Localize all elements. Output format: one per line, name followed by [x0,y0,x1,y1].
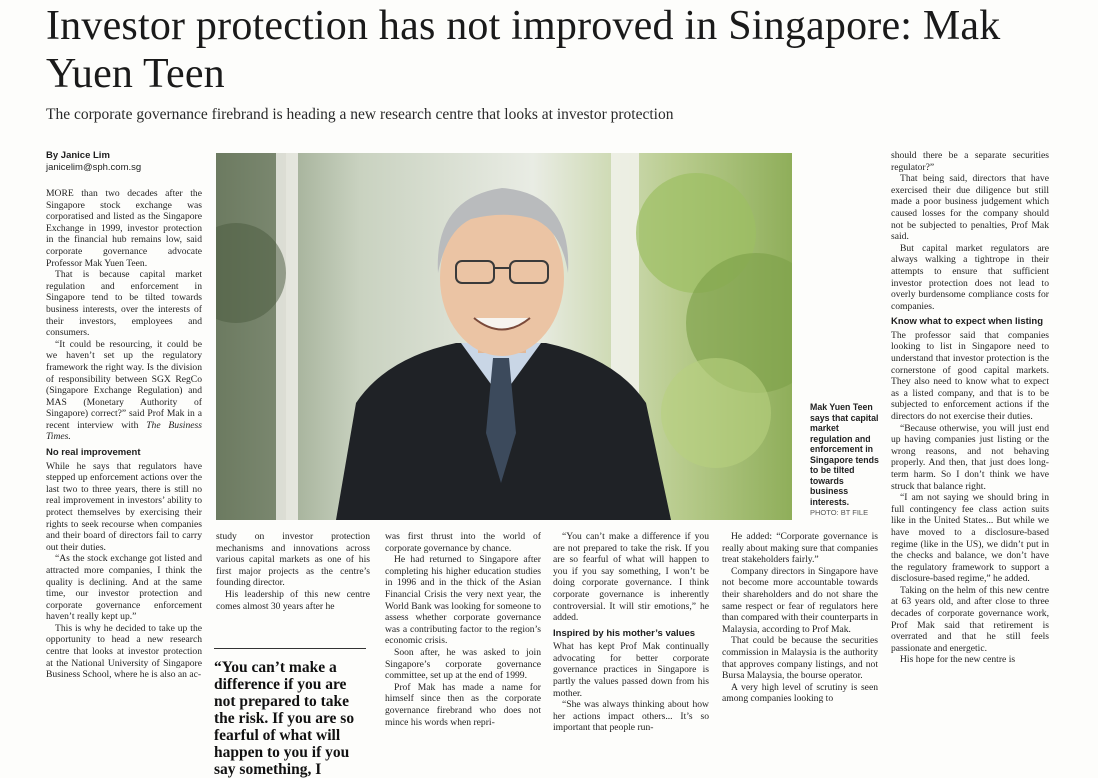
paragraph: Company directors in Singapore have not become more accountable towards their shareholders and do not share the same respect or fear of regulators here than compared with their counterparts in Malaysia, according to Prof Mak. [722,565,878,635]
article-column-2 [216,531,370,621]
paragraph: “I am not saying we should bring in full contingency fee class action suits like in the United States... But while we have moved to a disclosure-based regime (like in the US), we didn’t put in the checks and balance, we don’t have the regulatory framework to support a disclosure-based regime,” he added. [891,492,1049,585]
pull-quote: “You can’t make a difference if you are not prepared to take the risk. If you are so fearful of what will happen to you if you say something, I [214,648,366,778]
paragraph: Soon after, he was asked to join Singapore’s corporate governance committee, set up at the end of 1999. [385,646,541,682]
article-standfirst: The corporate governance firebrand is heading a new research centre that looks at investor protection [46,106,674,123]
paragraph: A very high level of scrutiny is seen among companies looking to [722,681,878,705]
portrait-photo [216,153,792,520]
paragraph: should there be a separate securities regulator?” [891,150,1049,173]
paragraph: He added: “Corporate governance is really about making sure that companies treat stakeholders fairly.” [722,531,878,566]
article-column-1 [46,188,202,768]
byline [46,150,216,174]
paragraph: What has kept Prof Mak continually advocating for better corporate governance practices in Singapore is partly the values passed down from his mother. [553,641,709,699]
caption-text: Mak Yuen Teen says that capital market regulation and enforcement in Singapore tends to be tilted towards business interests. [810,402,879,507]
article-headline: Investor protection has not improved in Singapore: Mak Yuen Teen [46,3,1001,97]
photo-caption [810,402,882,519]
publication-name: The Business Times. [46,419,202,443]
paragraph: MORE than two decades after the Singapore stock exchange was corporatised and listed as the Singapore Exchange in 1999, investor protection in the financial hub remains low, said corporate governance advocate Professor Mak Yuen Teen. [46,188,202,269]
article-column-3 [385,531,541,768]
paragraph: “She was always thinking about how her actions impact others... It’s so important that people run- [553,699,709,734]
paragraph: “You can’t make a difference if you are not prepared to take the risk. If you are so fearful of what will happen to you if you say something, I won’t be doing corporate governance. I think corporate governance is inherently controversial. It will stir emotions,” he added. [553,531,709,624]
paragraph: He had returned to Singapore after completing his higher education studies in 1996 and in the thick of the Asian Financial Crisis the very next year, the World Bank was looking for someone to assess whether corporate governance was a contributing factor to the region’s economic crisis. [385,554,541,647]
photo-credit: PHOTO: BT FILE [810,508,869,517]
paragraph: But capital market regulators are always walking a tightrope in their attempts to ensure that sufficient investor protection does not lead to overly burdensome compliance costs for companies. [891,242,1049,312]
article-column-6 [891,150,1049,768]
paragraph: Prof Mak has made a name for himself since then as the corporate governance firebrand who does not mince his words when repri- [385,681,541,728]
portrait-illustration [216,153,792,520]
subheading: Inspired by his mother’s values [553,627,696,639]
paragraph: “Because otherwise, you will just end up having companies just listing or the wrong reasons, and not behaving properly. And then, that just does long-term harm. So I don’t think we have struck that balance right. [891,422,1049,492]
paragraph: Taking on the helm of this new centre at 63 years old, and after close to three decades of corporate governance work, Prof Mak said that retirement is overrated and that he still feels passionate and energetic. [891,584,1049,654]
paragraph: study on investor protection mechanisms and innovations across various capital markets as one of his first major projects as the centre’s founding director. [216,531,370,589]
paragraph: This is why he decided to take up the opportunity to head a new research centre that looks at investor protection at the National University of Singapore Business School, where he is also an ac- [46,622,202,681]
paragraph: His leadership of this new centre comes almost 30 years after he [216,588,370,612]
paragraph: “As the stock exchange got listed and attracted more companies, I think the quality is declining. And at the same time, our investor protection and corporate governance enforcement haven’t really kept up.” [46,553,202,623]
paragraph: “It could be resourcing, it could be we haven’t set up the regulatory framework the right way. Is the division of responsibility between SGX RegCo (Singapore Exchange Regulation) and MAS (Monetary Authority of Singapore) correct?” said Prof Mak in a recent interview with The Business Times. [46,338,202,443]
author-name: By Janice Lim [46,150,110,161]
article-column-5 [722,531,878,768]
subheading: No real improvement [46,447,141,459]
author-email[interactable]: janicelim@sph.com.sg [46,162,142,173]
paragraph: was first thrust into the world of corporate governance by chance. [385,531,541,554]
paragraph: That is because capital market regulation and enforcement in Singapore tend to be tilted towards business interests, over the interests of their investors, employees and consumers. [46,269,202,339]
paragraph: That could be because the securities commission in Malaysia is the authority that approves company listings, and not Bursa Malaysia, the bourse operator. [722,635,878,682]
subheading: Know what to expect when listing [891,316,1044,328]
paragraph: While he says that regulators have stepped up enforcement actions over the last two to three years, there is still no real improvement in investors’ ability to protect themselves by exercising their rights to seek recourse when companies and their board of directors fail to carry out their duties. [46,460,202,553]
paragraph: The professor said that companies looking to list in Singapore need to understand that investor protection is the cornerstone of good capital markets. They also need to know what to expect as a listed company, and that is to be subjected to enforcement actions if the directors do not exercise their duties. [891,329,1049,422]
article-column-4 [553,531,709,768]
paragraph: That being said, directors that have exercised their due diligence but still made a poor business judgement which caused losses for the company should not be subjected to penalties, Prof Mak said. [891,173,1049,243]
paragraph: His hope for the new centre is [900,654,1016,666]
